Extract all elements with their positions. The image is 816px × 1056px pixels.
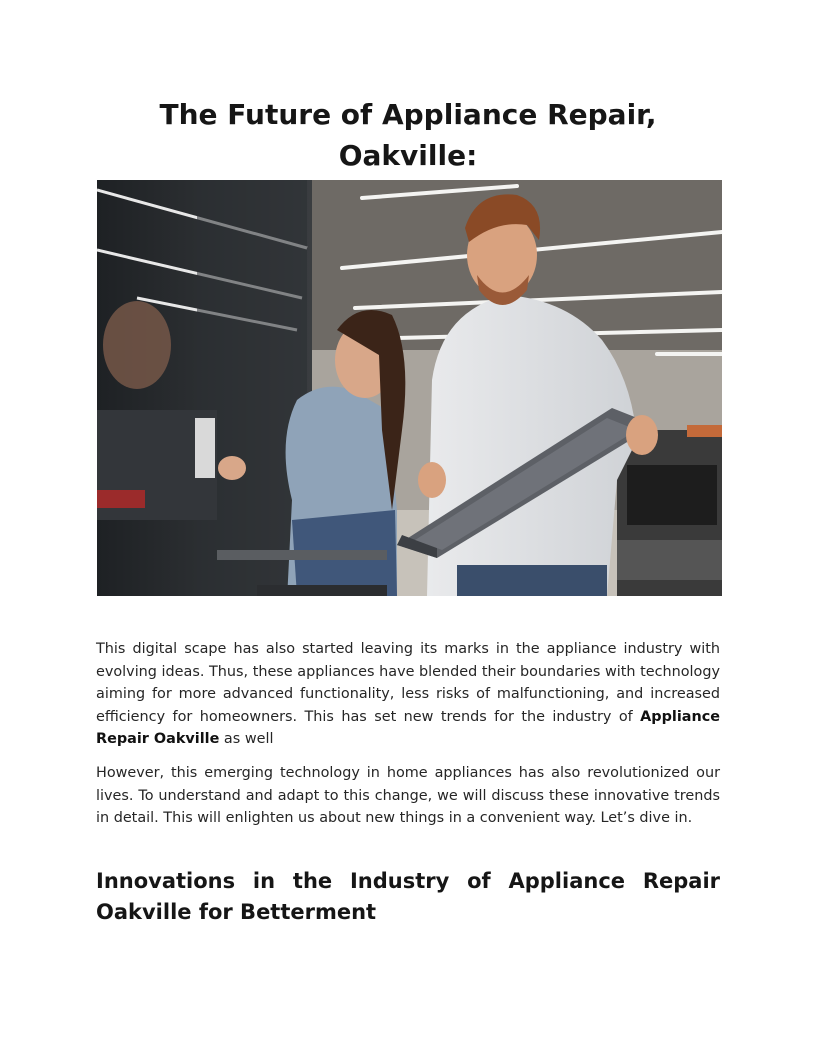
title-line-1: The Future of Appliance Repair, Oakville: (159, 98, 657, 172)
paragraph-intro-text: This digital scape has also started leaving its marks in the appliance industry with evolving ideas. Thus, these appliances have blended their boundaries with technology aiming for more advanced functionality, less risks of malfunctioning, and increased efficiency for homeowners. This has set new trends for the industry of (96, 641, 720, 725)
bold-keyword: Appliance Repair Oakville (96, 708, 720, 748)
hero-photo (97, 180, 722, 596)
paragraph-intro (96, 638, 720, 751)
section-heading: Innovations in the Industry of Appliance Repair Oakville for Betterment (96, 869, 720, 924)
paragraph-second: However, this emerging technology in home appliances has also revolutionized our lives. To understand and adapt to this change, we will discuss these innovative trends in detail. This will enlighten us about new things in a convenient way. Let’s dive in. (96, 765, 720, 827)
paragraph-intro-tail: as well (219, 731, 274, 748)
